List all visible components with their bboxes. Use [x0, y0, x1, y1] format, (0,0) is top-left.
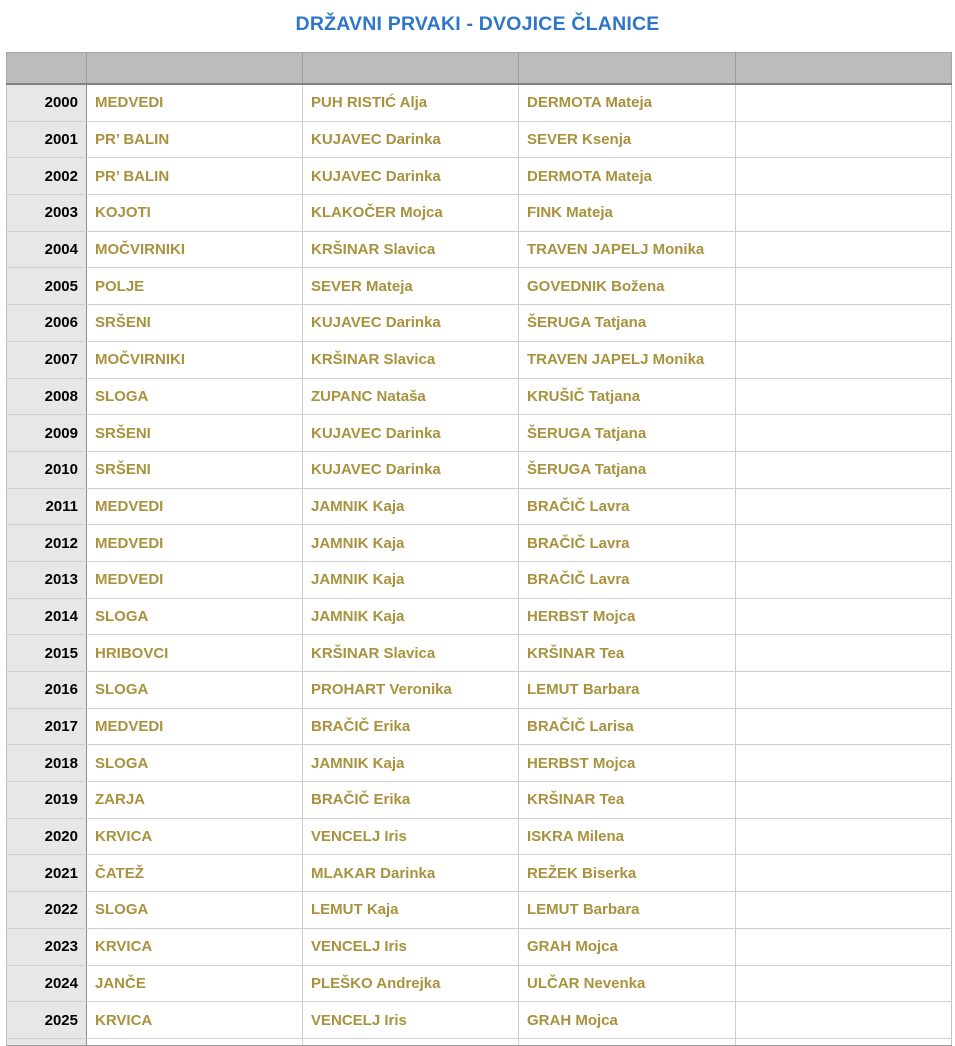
table-row — [7, 415, 952, 452]
player2-cell: DERMOTA Mateja — [519, 158, 736, 195]
partial-cell — [303, 1038, 519, 1045]
player1-cell: SEVER Mateja — [303, 268, 519, 305]
player1-cell: JAMNIK Kaja — [303, 525, 519, 562]
notes-cell — [736, 84, 952, 121]
notes-cell — [736, 561, 952, 598]
champions-table — [6, 52, 952, 1046]
player2-cell: HERBST Mojca — [519, 745, 736, 782]
notes-cell — [736, 158, 952, 195]
partial-cell — [519, 1038, 736, 1045]
table-row — [7, 195, 952, 232]
team-cell: SLOGA — [87, 745, 303, 782]
player1-cell: PLEŠKO Andrejka — [303, 965, 519, 1002]
team-cell: KOJOTI — [87, 195, 303, 232]
player1-cell: KUJAVEC Darinka — [303, 158, 519, 195]
team-cell: ČATEŽ — [87, 855, 303, 892]
header-row — [7, 53, 952, 85]
notes-cell — [736, 708, 952, 745]
page-title: DRŽAVNI PRVAKI - DVOJICE ČLANICE — [295, 13, 660, 35]
notes-cell — [736, 305, 952, 342]
year-cell: 2014 — [7, 598, 87, 635]
notes-cell — [736, 415, 952, 452]
header-cell-year — [7, 53, 87, 85]
team-cell: SRŠENI — [87, 415, 303, 452]
partial-cell — [87, 1038, 303, 1045]
notes-cell — [736, 1002, 952, 1039]
notes-cell — [736, 598, 952, 635]
notes-cell — [736, 672, 952, 709]
player1-cell: KUJAVEC Darinka — [303, 305, 519, 342]
table-row — [7, 598, 952, 635]
player2-cell: LEMUT Barbara — [519, 892, 736, 929]
table-row — [7, 672, 952, 709]
notes-cell — [736, 928, 952, 965]
team-cell: PR’ BALIN — [87, 158, 303, 195]
year-cell: 2010 — [7, 451, 87, 488]
player1-cell: MLAKAR Darinka — [303, 855, 519, 892]
team-cell: KRVICA — [87, 928, 303, 965]
player2-cell: BRAČIČ Larisa — [519, 708, 736, 745]
team-cell: KRVICA — [87, 818, 303, 855]
team-cell: MEDVEDI — [87, 525, 303, 562]
team-cell: SLOGA — [87, 892, 303, 929]
team-cell: MOČVIRNIKI — [87, 341, 303, 378]
player1-cell: KUJAVEC Darinka — [303, 415, 519, 452]
table-row — [7, 745, 952, 782]
table-row — [7, 561, 952, 598]
notes-cell — [736, 855, 952, 892]
player2-cell: KRŠINAR Tea — [519, 782, 736, 819]
player1-cell: VENCELJ Iris — [303, 928, 519, 965]
player2-cell: DERMOTA Mateja — [519, 84, 736, 121]
notes-cell — [736, 965, 952, 1002]
player2-cell: GRAH Mojca — [519, 928, 736, 965]
year-cell: 2025 — [7, 1002, 87, 1039]
table-row — [7, 782, 952, 819]
team-cell: MOČVIRNIKI — [87, 231, 303, 268]
player2-cell: BRAČIČ Lavra — [519, 488, 736, 525]
table-row — [7, 928, 952, 965]
partial-next-row — [7, 1038, 952, 1045]
table-footer-sliver — [7, 1038, 952, 1045]
player1-cell: VENCELJ Iris — [303, 818, 519, 855]
player1-cell: JAMNIK Kaja — [303, 488, 519, 525]
year-cell: 2019 — [7, 782, 87, 819]
table-row — [7, 818, 952, 855]
player1-cell: KUJAVEC Darinka — [303, 121, 519, 158]
player1-cell: JAMNIK Kaja — [303, 745, 519, 782]
year-cell: 2009 — [7, 415, 87, 452]
team-cell: SRŠENI — [87, 451, 303, 488]
player2-cell: LEMUT Barbara — [519, 672, 736, 709]
team-cell: HRIBOVCI — [87, 635, 303, 672]
year-cell: 2021 — [7, 855, 87, 892]
year-cell: 2008 — [7, 378, 87, 415]
player2-cell: BRAČIČ Lavra — [519, 561, 736, 598]
notes-cell — [736, 121, 952, 158]
team-cell: SLOGA — [87, 378, 303, 415]
team-cell: MEDVEDI — [87, 561, 303, 598]
notes-cell — [736, 745, 952, 782]
year-cell: 2003 — [7, 195, 87, 232]
player2-cell: SEVER Ksenja — [519, 121, 736, 158]
player1-cell: PUH RISTIĆ Alja — [303, 84, 519, 121]
player2-cell: KRŠINAR Tea — [519, 635, 736, 672]
table-row — [7, 708, 952, 745]
notes-cell — [736, 451, 952, 488]
year-cell: 2001 — [7, 121, 87, 158]
player2-cell: BRAČIČ Lavra — [519, 525, 736, 562]
year-cell: 2023 — [7, 928, 87, 965]
table-row — [7, 635, 952, 672]
team-cell: ZARJA — [87, 782, 303, 819]
table-row — [7, 268, 952, 305]
team-cell: MEDVEDI — [87, 488, 303, 525]
player1-cell: BRAČIČ Erika — [303, 708, 519, 745]
notes-cell — [736, 341, 952, 378]
table-row — [7, 231, 952, 268]
notes-cell — [736, 268, 952, 305]
year-cell: 2024 — [7, 965, 87, 1002]
table-row — [7, 488, 952, 525]
player1-cell: BRAČIČ Erika — [303, 782, 519, 819]
notes-cell — [736, 488, 952, 525]
year-cell: 2018 — [7, 745, 87, 782]
player1-cell: KUJAVEC Darinka — [303, 451, 519, 488]
partial-year-cell — [7, 1038, 87, 1045]
player2-cell: ŠERUGA Tatjana — [519, 305, 736, 342]
year-cell: 2004 — [7, 231, 87, 268]
table-row — [7, 305, 952, 342]
player2-cell: FINK Mateja — [519, 195, 736, 232]
player2-cell: GOVEDNIK Božena — [519, 268, 736, 305]
notes-cell — [736, 635, 952, 672]
team-cell: MEDVEDI — [87, 708, 303, 745]
header-cell-team — [87, 53, 303, 85]
player2-cell: ŠERUGA Tatjana — [519, 451, 736, 488]
year-cell: 2013 — [7, 561, 87, 598]
player2-cell: ŠERUGA Tatjana — [519, 415, 736, 452]
player1-cell: JAMNIK Kaja — [303, 598, 519, 635]
player1-cell: LEMUT Kaja — [303, 892, 519, 929]
player1-cell: JAMNIK Kaja — [303, 561, 519, 598]
table-row — [7, 1002, 952, 1039]
player1-cell: KLAKOČER Mojca — [303, 195, 519, 232]
player2-cell: TRAVEN JAPELJ Monika — [519, 341, 736, 378]
player2-cell: ISKRA Milena — [519, 818, 736, 855]
header-cell-player1 — [303, 53, 519, 85]
player1-cell: VENCELJ Iris — [303, 1002, 519, 1039]
team-cell: SLOGA — [87, 672, 303, 709]
notes-cell — [736, 378, 952, 415]
table-row — [7, 892, 952, 929]
player2-cell: GRAH Mojca — [519, 1002, 736, 1039]
team-cell: SLOGA — [87, 598, 303, 635]
notes-cell — [736, 231, 952, 268]
table-row — [7, 525, 952, 562]
player2-cell: TRAVEN JAPELJ Monika — [519, 231, 736, 268]
year-cell: 2002 — [7, 158, 87, 195]
year-cell: 2005 — [7, 268, 87, 305]
player1-cell: KRŠINAR Slavica — [303, 231, 519, 268]
year-cell: 2011 — [7, 488, 87, 525]
player1-cell: KRŠINAR Slavica — [303, 341, 519, 378]
table-body — [7, 84, 952, 1038]
table-row — [7, 121, 952, 158]
player1-cell: KRŠINAR Slavica — [303, 635, 519, 672]
table-row — [7, 84, 952, 121]
notes-cell — [736, 525, 952, 562]
year-cell: 2016 — [7, 672, 87, 709]
team-cell: MEDVEDI — [87, 84, 303, 121]
team-cell: PR’ BALIN — [87, 121, 303, 158]
table-row — [7, 158, 952, 195]
year-cell: 2017 — [7, 708, 87, 745]
player2-cell: REŽEK Biserka — [519, 855, 736, 892]
table-header — [7, 53, 952, 85]
table-row — [7, 855, 952, 892]
notes-cell — [736, 818, 952, 855]
table-row — [7, 965, 952, 1002]
year-cell: 2012 — [7, 525, 87, 562]
notes-cell — [736, 782, 952, 819]
header-cell-notes — [736, 53, 952, 85]
player1-cell: ZUPANC Nataša — [303, 378, 519, 415]
year-cell: 2006 — [7, 305, 87, 342]
partial-cell — [736, 1038, 952, 1045]
table-row — [7, 378, 952, 415]
team-cell: SRŠENI — [87, 305, 303, 342]
year-cell: 2022 — [7, 892, 87, 929]
team-cell: KRVICA — [87, 1002, 303, 1039]
player2-cell: ULČAR Nevenka — [519, 965, 736, 1002]
team-cell: POLJE — [87, 268, 303, 305]
notes-cell — [736, 892, 952, 929]
player2-cell: HERBST Mojca — [519, 598, 736, 635]
table-row — [7, 451, 952, 488]
player1-cell: PROHART Veronika — [303, 672, 519, 709]
table-row — [7, 341, 952, 378]
player2-cell: KRUŠIČ Tatjana — [519, 378, 736, 415]
year-cell: 2020 — [7, 818, 87, 855]
year-cell: 2000 — [7, 84, 87, 121]
year-cell: 2007 — [7, 341, 87, 378]
header-cell-player2 — [519, 53, 736, 85]
notes-cell — [736, 195, 952, 232]
team-cell: JANČE — [87, 965, 303, 1002]
year-cell: 2015 — [7, 635, 87, 672]
